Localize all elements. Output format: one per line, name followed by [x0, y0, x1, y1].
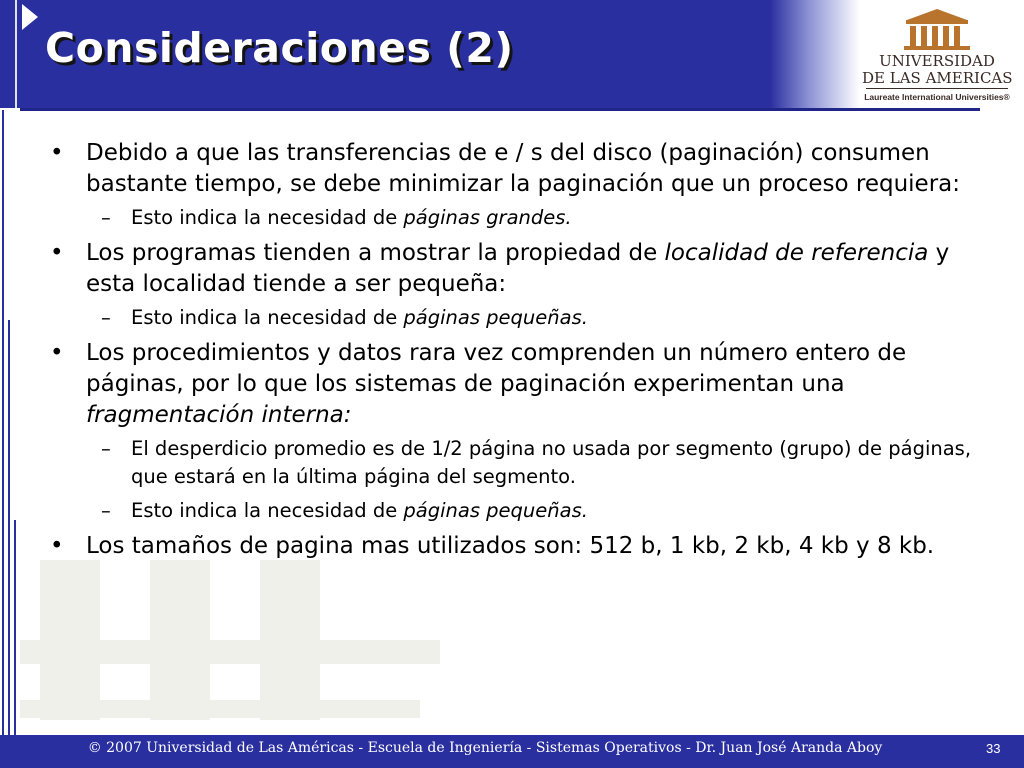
bullet-icon: •: [50, 140, 64, 166]
bullet-text: Los programas tienden a mostrar la propiedad de: [86, 240, 665, 266]
sub-bullet-emphasis: páginas pequeñas.: [403, 306, 588, 329]
header-left-rule: [15, 0, 17, 110]
sub-bullet-item: [0, 304, 1000, 332]
bullet-text: Los procedimientos y datos rara vez comprenden un número entero de páginas, por lo que los sistemas de paginación experimentan una: [86, 340, 907, 397]
slide-title: Consideraciones (2): [45, 24, 514, 72]
sub-bullet-text: Esto indica la necesidad de: [131, 499, 404, 522]
slide-body: [0, 138, 1000, 562]
bullet-text: Los tamaños de pagina mas utilizados son: 512 b, 1 kb, 2 kb, 4 kb y 8 kb.: [86, 533, 935, 559]
header-underline: [20, 108, 980, 111]
bullet-icon: •: [50, 340, 64, 366]
university-logo: [862, 6, 1012, 106]
sub-bullet-text: El desperdicio promedio es de 1/2 página no usada por segmento (grupo) de páginas, que estará en la última página del segmento.: [131, 437, 972, 488]
sub-bullet-emphasis: páginas grandes.: [403, 206, 572, 229]
bullet-icon: •: [50, 533, 64, 559]
dash-icon: –: [101, 206, 111, 229]
building-icon: [862, 6, 1012, 52]
dash-icon: –: [101, 499, 111, 522]
bullet-emphasis: fragmentación interna:: [86, 402, 352, 428]
sub-bullet-text: Esto indica la necesidad de: [131, 206, 404, 229]
ghost-step: [20, 700, 420, 718]
bullet-item: [0, 238, 1000, 300]
logo-line-1: UNIVERSIDAD: [879, 52, 995, 70]
dash-icon: –: [101, 437, 111, 460]
footer-text: © 2007 Universidad de Las Américas - Escuela de Ingeniería - Sistemas Operativos - Dr. Juan José Aranda Aboy: [87, 740, 883, 756]
bullet-item: [0, 531, 1000, 562]
logo-line-2: DE LAS AMERICAS: [862, 69, 1013, 87]
logo-line-3: Laureate International Universities®: [864, 92, 1010, 102]
sub-bullet-emphasis: páginas pequeñas.: [403, 499, 588, 522]
sub-bullet-text: Esto indica la necesidad de: [131, 306, 404, 329]
bullet-text-continued: y esta localidad tiende a ser pequeña:: [86, 240, 950, 297]
bullet-item: [0, 338, 1000, 431]
bullet-text: Debido a que las transferencias de e / s del disco (paginación) consumen bastante tiempo, se debe minimizar la paginación que un proceso requiera:: [86, 140, 960, 197]
dash-icon: –: [101, 306, 111, 329]
footer-bar: [0, 735, 1024, 768]
bullet-item: [0, 138, 1000, 200]
bullet-icon: •: [50, 240, 64, 266]
sub-bullet-item: [0, 204, 1000, 232]
page-number: 33: [986, 741, 1001, 756]
logo-divider: [866, 88, 1008, 89]
bullet-emphasis: localidad de referencia: [664, 240, 929, 266]
ghost-base: [20, 640, 440, 664]
sub-bullet-item: [0, 497, 1000, 525]
play-arrow-icon: [22, 4, 38, 30]
sub-bullet-item: [0, 435, 1000, 491]
